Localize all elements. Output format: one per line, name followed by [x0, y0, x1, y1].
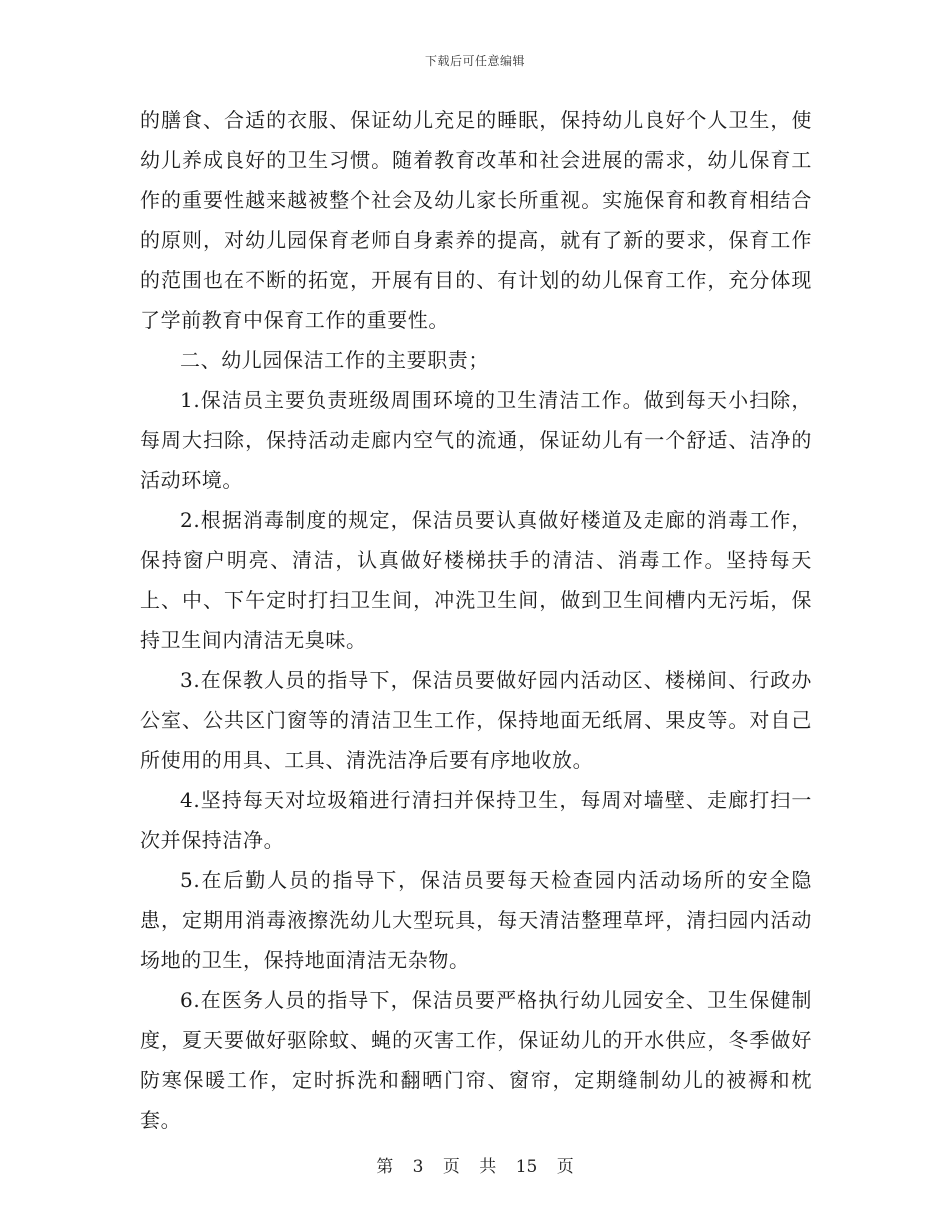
- page-header: 下载后可任意编辑: [424, 54, 525, 68]
- paragraph-item-3: 3.在保教人员的指导下，保洁员要做好园内活动区、楼梯间、行政办公室、公共区门窗等的清洁卫生工作，保持地面无纸屑、果皮等。对自己所使用的用具、工具、清洗洁净后要有序地收放。: [140, 668, 812, 772]
- paragraph-item-6: 6.在医务人员的指导下，保洁员要严格执行幼儿园安全、卫生保健制度，夏天要做好驱除蚊、蝇的灭害工作，保证幼儿的开水供应，冬季做好防寒保暖工作，定时拆洗和翻晒门帘、窗帘，定期缝制幼儿的被褥和枕套。: [140, 988, 812, 1132]
- document-body: [140, 100, 812, 1140]
- footer-total-word: 共: [479, 1157, 497, 1177]
- paragraph-item-1: 1.保洁员主要负责班级周围环境的卫生清洁工作。做到每天小扫除，每周大扫除，保持活动走廊内空气的流通，保证幼儿有一个舒适、洁净的活动环境。: [140, 388, 812, 492]
- current-page-number: 3: [412, 1157, 424, 1177]
- paragraph-item-2: 2.根据消毒制度的规定，保洁员要认真做好楼道及走廊的消毒工作，保持窗户明亮、清洁，认真做好楼梯扶手的清洁、消毒工作。坚持每天上、中、下午定时打扫卫生间，冲洗卫生间，做到卫生间槽内无污垢，保持卫生间内清洁无臭味。: [140, 508, 812, 652]
- paragraph-continued: 的膳食、合适的衣服、保证幼儿充足的睡眠，保持幼儿良好个人卫生，使幼儿养成良好的卫生习惯。随着教育改革和社会进展的需求，幼儿保育工作的重要性越来越被整个社会及幼儿家长所重视。实施保育和教育相结合的原则，对幼儿园保育老师自身素养的提高，就有了新的要求，保育工作的范围也在不断的拓宽，开展有目的、有计划的幼儿保育工作，充分体现了学前教育中保育工作的重要性。: [140, 108, 812, 332]
- footer-prefix: 第: [376, 1157, 394, 1177]
- footer-page-word: 页: [442, 1157, 460, 1177]
- footer-suffix: 页: [556, 1157, 574, 1177]
- section-heading: 二、幼儿园保洁工作的主要职责；: [180, 348, 489, 372]
- page-footer: [0, 1152, 950, 1177]
- paragraph-item-5: 5.在后勤人员的指导下，保洁员要每天检查园内活动场所的安全隐患，定期用消毒液擦洗幼儿大型玩具，每天清洁整理草坪，清扫园内活动场地的卫生，保持地面清洁无杂物。: [140, 868, 812, 972]
- total-page-count: 15: [515, 1157, 538, 1177]
- paragraph-item-4: 4.坚持每天对垃圾箱进行清扫并保持卫生，每周对墙壁、走廊打扫一次并保持洁净。: [140, 788, 812, 852]
